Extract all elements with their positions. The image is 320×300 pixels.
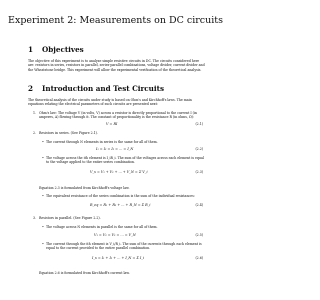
section-heading-introduction [28,84,164,93]
section-number: 2 [28,84,34,93]
list-marker: 3. [33,216,37,220]
parallel-bullet-1-line: The voltage across N elements in parallel is the same for all of them. [46,225,158,229]
equation-number: (2.3) [195,170,203,174]
equation-number: (2.1) [195,121,203,126]
bullet-icon: • [42,156,44,160]
ohms-law-line-2: amperes, A) flowing through it. The constant of proportionality is the resistance R (in ohms, Ω): [39,115,194,120]
list-marker: 1. [33,111,37,115]
objectives-line-3: the Wheatstone bridge. This experiment will allow the experimental verification of the theoretical analysis. [28,67,202,72]
bullet-icon: • [42,140,44,144]
series-bullet-3-line: The equivalent resistance of the series combination is the sum of the individual resistances: [46,194,195,198]
section-title: Objectives [42,45,84,54]
section-heading-objectives [28,45,84,54]
section-title: Introduction and Test Circuits [42,84,165,93]
parallel-bullet-2-line-2: equal to the current provided to the entire parallel combination. [46,246,151,251]
equation: I_s = I₁ + I₂ + ... + I_N = Σ I_i [92,256,144,260]
intro-line-2: equations relating the electrical parameters of such circuits are presented next: [28,102,158,107]
bullet-icon: • [42,242,44,246]
objectives-line-2: are: resistors in series, resistors in parallel, series-parallel combinations, voltage divider, current divider and [28,63,205,68]
ohms-law-line-1: Ohm's law: The voltage V (in volts, V) across a resistor is directly proportional to the current I (in [39,111,197,115]
series-bullet-2-line-2: to the voltage applied to the entire series combination. [46,160,136,165]
intro-line-1: The theoretical analysis of the circuits under study is based on Ohm's and Kirchhoff's laws. The main [28,98,192,102]
bullet-icon: • [42,194,44,198]
equation: V = RI [106,121,118,126]
series-bullet-2-line-1: The voltage across the ith element is I_iR_i. The sum of the voltages across each element is equal [46,156,204,160]
page-title: Experiment 2: Measurements on DC circuits [8,15,223,26]
parallel-bullet-2-line-1: The current through the ith element is V_i/R_i. The sum of the currents through each element is [46,242,202,246]
list-marker: 2. [33,131,37,135]
equation-number: (2.6) [195,256,203,260]
bullet-icon: • [42,225,44,229]
equation-number: (2.2) [195,147,203,151]
equation: I₁ = I₂ = I₃ = ... = I_N [96,147,134,151]
equation: R_eq = R₁ + R₂ + ... + R_N = Σ R_i [90,203,151,207]
parallel-note: Equation 2.6 is formulated from Kirchhoff's current law. [39,271,130,275]
equation: V₁ = V₂ = V₃ = ... = V_N [94,233,136,237]
equation-number: (2.4) [195,203,203,207]
section-number: 1 [28,45,34,54]
series-heading: Resistors in series. (See Figure 2.1). [39,131,98,135]
series-note: Equation 2.3 is formulated from Kirchhoff's voltage law. [39,186,130,190]
equation-number: (2.5) [195,233,203,237]
parallel-heading: Resistors in parallel. (See Figure 2.2). [39,216,101,220]
equation: V_s = V₁ + V₂ + ... + V_N = Σ V_i [90,170,148,174]
series-bullet-1-line: The current through N elements in series is the same for all of them. [46,140,158,144]
objectives-line-1: The objective of this experiment is to analyze simple resistive circuits in DC. The circuits considered here [28,59,200,63]
